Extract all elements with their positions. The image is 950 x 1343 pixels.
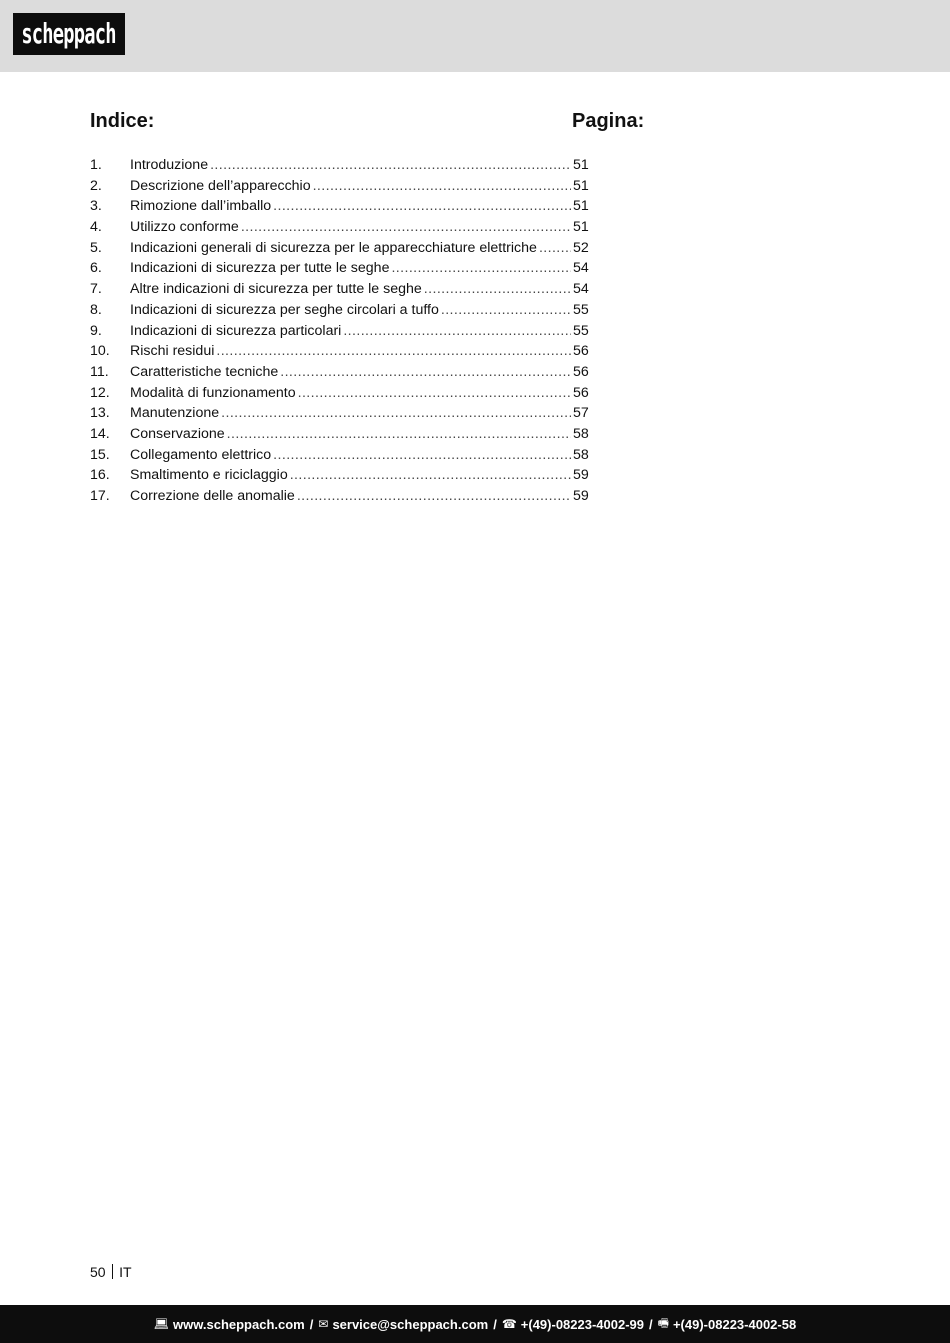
toc-entry[interactable] <box>90 343 590 364</box>
separator: / <box>309 1316 314 1332</box>
toc-entry-number: 10. <box>90 343 110 360</box>
toc-entry-number: 11. <box>90 363 109 380</box>
toc-leader-dots <box>343 323 571 339</box>
toc-entry-title: Indicazioni di sicurezza particolari <box>130 322 342 339</box>
toc-leader-dots <box>241 219 571 235</box>
toc-entry-page: 56 <box>573 363 589 380</box>
toc-entry-number: 7. <box>90 281 102 298</box>
header-band <box>0 0 950 72</box>
toc-entry[interactable] <box>90 157 590 178</box>
toc-entry-number: 6. <box>90 260 102 277</box>
toc-leader-dots <box>313 178 571 194</box>
toc-entry-page: 51 <box>573 198 589 215</box>
toc-entry-page: 52 <box>573 239 589 256</box>
toc-entry-title: Utilizzo conforme <box>130 219 239 236</box>
toc-entry-title: Smaltimento e riciclaggio <box>130 467 288 484</box>
toc-leader-dots <box>539 240 571 256</box>
toc-entry-number: 1. <box>90 157 102 173</box>
separator: / <box>493 1316 497 1332</box>
email-link[interactable]: service@scheppach.com <box>332 1316 489 1332</box>
toc-entry-number: 8. <box>90 301 102 318</box>
computer-icon: 💻︎ <box>153 1317 170 1331</box>
toc-leader-dots <box>298 385 571 401</box>
phone-icon: ☎︎ <box>501 1317 517 1331</box>
toc-entry-title: Introduzione <box>130 157 209 173</box>
toc-leader-dots <box>273 447 571 463</box>
toc-entry[interactable] <box>90 385 590 406</box>
toc-leader-dots <box>441 302 571 318</box>
toc-entry[interactable] <box>90 178 590 199</box>
toc-leader-dots <box>227 426 571 442</box>
toc-entry[interactable] <box>90 198 590 219</box>
email-icon: ✉︎ <box>318 1317 329 1331</box>
toc-entry-page: 51 <box>573 177 589 194</box>
toc-entry-number: 9. <box>90 322 102 339</box>
toc-entry-page: 57 <box>573 405 589 422</box>
toc-entry-page: 54 <box>573 281 589 298</box>
toc-leader-dots <box>391 260 571 276</box>
toc-leader-dots <box>280 364 571 380</box>
toc-entry[interactable] <box>90 302 590 323</box>
separator: / <box>649 1316 653 1332</box>
toc-leader-dots <box>424 281 571 297</box>
toc-entry-page: 58 <box>573 446 589 463</box>
toc-entry-title: Indicazioni di sicurezza per tutte le seghe <box>130 260 390 277</box>
toc-leader-dots <box>210 157 571 173</box>
toc-entry-number: 17. <box>90 488 110 504</box>
toc-leader-dots <box>297 488 571 504</box>
toc-entry-number: 12. <box>90 384 110 401</box>
toc-entry[interactable] <box>90 323 590 344</box>
toc-entry-page: 51 <box>573 157 589 173</box>
divider <box>112 1264 114 1279</box>
toc-entry[interactable] <box>90 426 590 447</box>
toc-entry-title: Correzione delle anomalie <box>130 488 295 504</box>
toc-entry-title: Rischi residui <box>130 343 215 360</box>
toc-entry-title: Rimozione dall’imballo <box>130 198 272 215</box>
website-link[interactable]: www.scheppach.com <box>173 1316 305 1332</box>
toc-entry-number: 16. <box>90 467 110 484</box>
toc-entry-number: 5. <box>90 239 102 256</box>
toc-entry-page: 51 <box>573 219 589 236</box>
toc-entry[interactable] <box>90 240 590 261</box>
toc-leader-dots <box>216 343 571 359</box>
toc-entry[interactable] <box>90 281 590 302</box>
toc-entry-page: 58 <box>573 425 589 442</box>
fax-icon: 🖷︎ <box>657 1315 669 1330</box>
toc-entry-title: Manutenzione <box>130 405 220 422</box>
contact-footer <box>0 1305 950 1343</box>
toc-entry-page: 59 <box>573 467 589 484</box>
toc-entry-number: 4. <box>90 219 102 236</box>
toc-entry[interactable] <box>90 488 590 509</box>
toc-entry-title: Collegamento elettrico <box>130 446 272 463</box>
toc-entry[interactable] <box>90 260 590 281</box>
toc-entry[interactable] <box>90 364 590 385</box>
toc-entry[interactable] <box>90 405 590 426</box>
phone-number[interactable]: +(49)-08223-4002-99 <box>520 1316 645 1332</box>
toc-entry-number: 13. <box>90 405 110 422</box>
toc-entry-page: 59 <box>573 488 589 504</box>
toc-entry-number: 15. <box>90 446 110 463</box>
toc-entry-page: 55 <box>573 301 589 318</box>
toc-entry-number: 2. <box>90 177 102 194</box>
toc-entry-title: Indicazioni generali di sicurezza per le apparecchiature elettriche <box>130 239 537 256</box>
toc-entry-title: Descrizione dell’apparecchio <box>130 177 311 194</box>
toc-leader-dots <box>273 198 571 214</box>
scheppach-logo <box>13 13 125 55</box>
toc-entry-number: 14. <box>90 425 110 442</box>
toc-entry-title: Altre indicazioni di sicurezza per tutte le seghe <box>130 281 422 298</box>
fax-number: +(49)-08223-4002-58 <box>672 1316 797 1332</box>
toc-entry[interactable] <box>90 219 590 240</box>
toc-entry-title: Caratteristiche tecniche <box>130 363 279 380</box>
toc-entry-title: Indicazioni di sicurezza per seghe circolari a tuffo <box>130 301 439 318</box>
toc-entry[interactable] <box>90 467 590 488</box>
toc-entry[interactable] <box>90 447 590 468</box>
toc-entry-title: Modalità di funzionamento <box>130 384 296 401</box>
toc-heading: Indice: <box>90 110 155 132</box>
page-number-footer <box>90 1264 132 1280</box>
toc-entry-number: 3. <box>90 198 102 215</box>
toc-page-heading: Pagina: <box>572 110 645 132</box>
language-code: IT <box>119 1264 132 1280</box>
toc-entry-page: 56 <box>573 384 589 401</box>
toc-entry-page: 56 <box>573 343 589 360</box>
logo-text: scheppach <box>21 17 117 51</box>
toc-leader-dots <box>221 405 571 421</box>
table-of-contents <box>90 157 590 509</box>
toc-entry-page: 54 <box>573 260 589 277</box>
toc-entry-page: 55 <box>573 322 589 339</box>
toc-entry-title: Conservazione <box>130 425 225 442</box>
toc-leader-dots <box>290 467 571 483</box>
page-number: 50 <box>90 1264 106 1280</box>
